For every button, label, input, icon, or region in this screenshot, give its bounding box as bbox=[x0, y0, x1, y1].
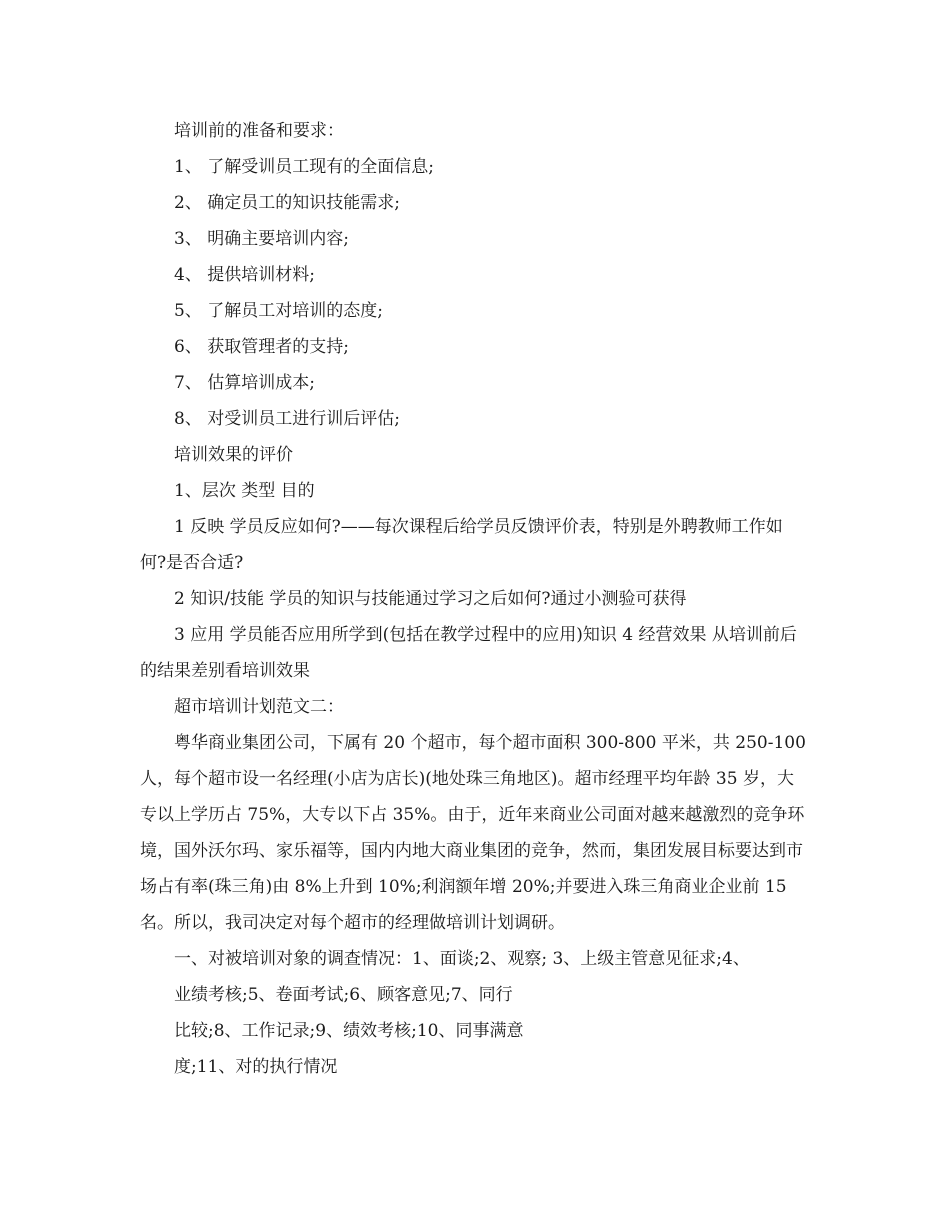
list-item: 1、 了解受训员工现有的全面信息; bbox=[174, 157, 434, 177]
evaluation-level-2: 2 知识/技能 学员的知识与技能通过学习之后如何?通过小测验可获得 bbox=[174, 589, 687, 609]
list-item: 2、 确定员工的知识技能需求; bbox=[174, 193, 400, 213]
list-item: 7、 估算培训成本; bbox=[174, 373, 315, 393]
list-item: 6、 获取管理者的支持; bbox=[174, 337, 349, 357]
list-item: 5、 了解员工对培训的态度; bbox=[174, 301, 383, 321]
survey-methods-line: 一、对被培训对象的调查情况：1、面谈;2、观察; 3、上级主管意见征求;4、 bbox=[174, 949, 750, 969]
section-heading-evaluation: 培训效果的评价 bbox=[174, 445, 293, 465]
evaluation-level-3-4: 3 应用 学员能否应用所学到(包括在教学过程中的应用)知识 4 经营效果 从培训前后的结果差别看培训效果 bbox=[140, 625, 797, 681]
section-heading-sample-two: 超市培训计划范文二： bbox=[174, 697, 344, 717]
survey-methods-line: 业绩考核;5、卷面考试;6、顾客意见;7、同行 bbox=[174, 985, 513, 1005]
list-item: 3、 明确主要培训内容; bbox=[174, 229, 349, 249]
evaluation-level-1: 1 反映 学员反应如何?——每次课程后给学员反馈评价表，特别是外聘教师工作如何?是否合适? bbox=[140, 517, 783, 573]
list-item: 4、 提供培训材料; bbox=[174, 265, 315, 285]
survey-methods-line: 比较;8、工作记录;9、绩效考核;10、同事满意 bbox=[174, 1021, 524, 1041]
survey-methods-line: 度;11、对的执行情况 bbox=[174, 1057, 338, 1077]
document-body bbox=[140, 113, 808, 1085]
list-item: 8、 对受训员工进行训后评估; bbox=[174, 409, 400, 429]
evaluation-header: 1、层次 类型 目的 bbox=[174, 481, 315, 501]
company-background-paragraph: 粤华商业集团公司，下属有 20 个超市，每个超市面积 300-800 平米，共 250-100 人，每个超市设一名经理(小店为店长)(地处珠三角地区)。超市经理平均年龄 35 岁，大专以上学历占 75%，大专以下占 35%。由于，近年来商业公司面对越来越激烈的竞争环境，国外沃尔玛、家乐福等，国内内地大商业集团的竞争，然而，集团发展目标要达到市场占有率(珠三角)由 8%上升到 10%;利润额年增 20%;并要进入珠三角商业企业前 15 名。所以，我司决定对每个超市的经理做培训计划调研。 bbox=[140, 733, 806, 933]
section-heading-prep: 培训前的准备和要求： bbox=[174, 121, 344, 141]
